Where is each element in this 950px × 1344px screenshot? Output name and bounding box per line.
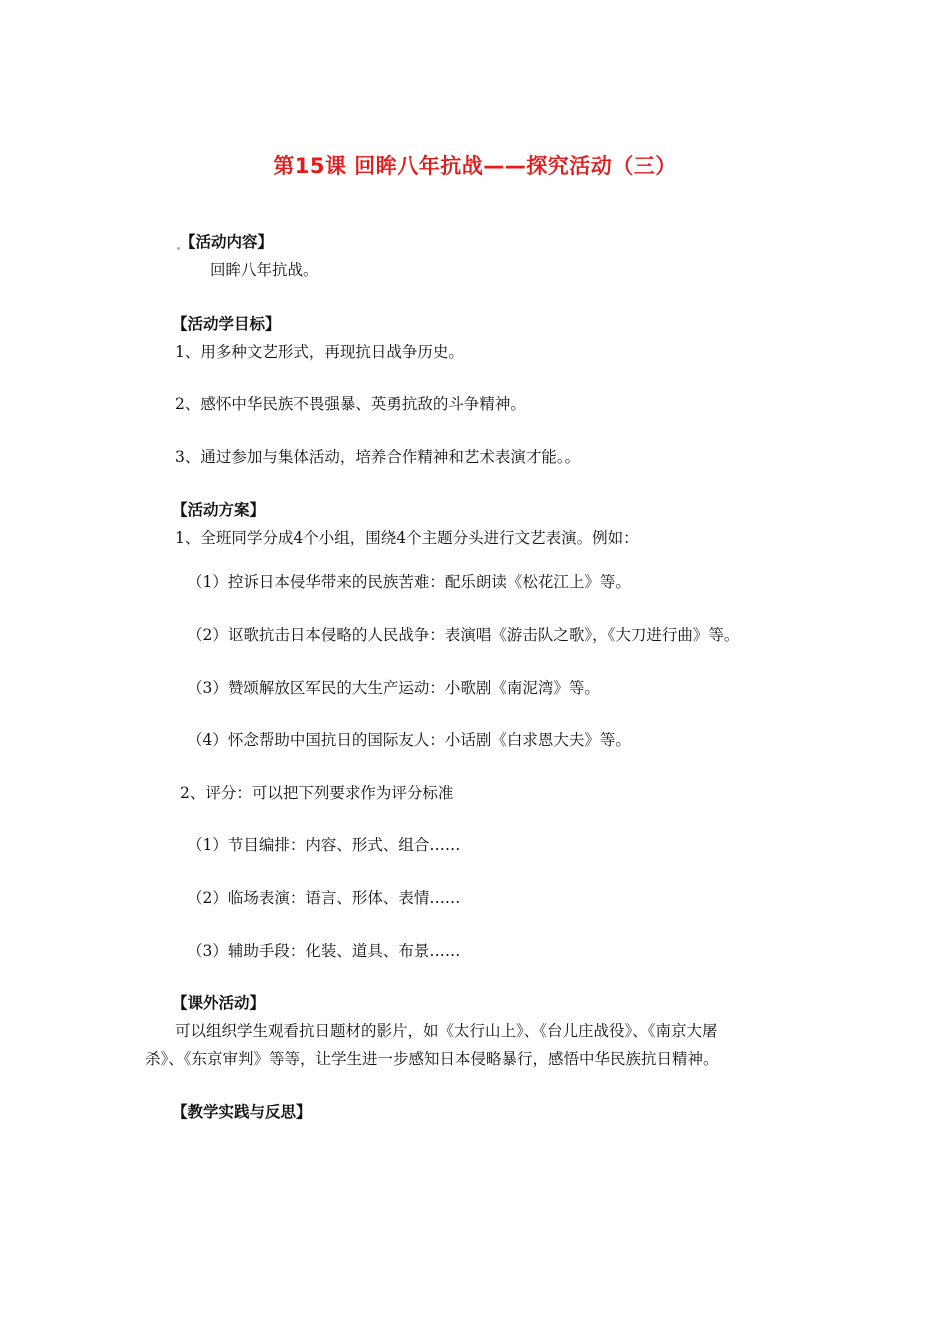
- goal-item: 1、用多种文艺形式，再现抗日战争历史。: [175, 343, 464, 361]
- scoring-intro: 2、评分：可以把下列要求作为评分标准: [180, 784, 454, 802]
- plan-item: （2）讴歌抗击日本侵略的人民战争：表演唱《游击队之歌》，《大刀进行曲》等。: [187, 626, 740, 644]
- scoring-item: （1）节目编排：内容、形式、组合……: [187, 836, 461, 854]
- section-heading-plan: 【活动方案】: [172, 501, 266, 519]
- plan-item: （1）控诉日本侵华带来的民族苦难：配乐朗读《松花江上》等。: [187, 573, 631, 591]
- goal-item: 2、感怀中华民族不畏强暴、英勇抗敌的斗争精神。: [175, 395, 526, 413]
- section-heading-goals: 【活动学目标】: [172, 315, 281, 333]
- section-heading-content: 【活动内容】: [180, 233, 274, 251]
- plan-item: （3）赞颂解放区军民的大生产运动：小歌剧《南泥湾》等。: [187, 679, 600, 697]
- scoring-item: （3）辅助手段：化装、道具、布景……: [187, 942, 461, 960]
- section-heading-extracurricular: 【课外活动】: [172, 994, 266, 1012]
- section-heading-reflection: 【教学实践与反思】: [172, 1103, 312, 1121]
- extracurricular-text-line: 杀》、《东京审判》等等，让学生进一步感知日本侵略暴行，感悟中华民族抗日精神。: [145, 1050, 719, 1068]
- plan-item: （4）怀念帮助中国抗日的国际友人：小话剧《白求恩大夫》等。: [187, 731, 631, 749]
- scoring-item: （2）临场表演：语言、形体、表情……: [187, 889, 461, 907]
- plan-intro: 1、全班同学分成4个小组，围绕4个主题分头进行文艺表演。例如：: [175, 529, 639, 547]
- document-title: 第15课 回眸八年抗战——探究活动（三）: [273, 154, 677, 178]
- content-text: 回眸八年抗战。: [210, 261, 319, 279]
- goal-item: 3、通过参加与集体活动，培养合作精神和艺术表演才能。。: [175, 448, 581, 466]
- extracurricular-text-line: 可以组织学生观看抗日题材的影片，如《太行山上》、《台儿庄战役》、《南京大屠: [175, 1022, 718, 1040]
